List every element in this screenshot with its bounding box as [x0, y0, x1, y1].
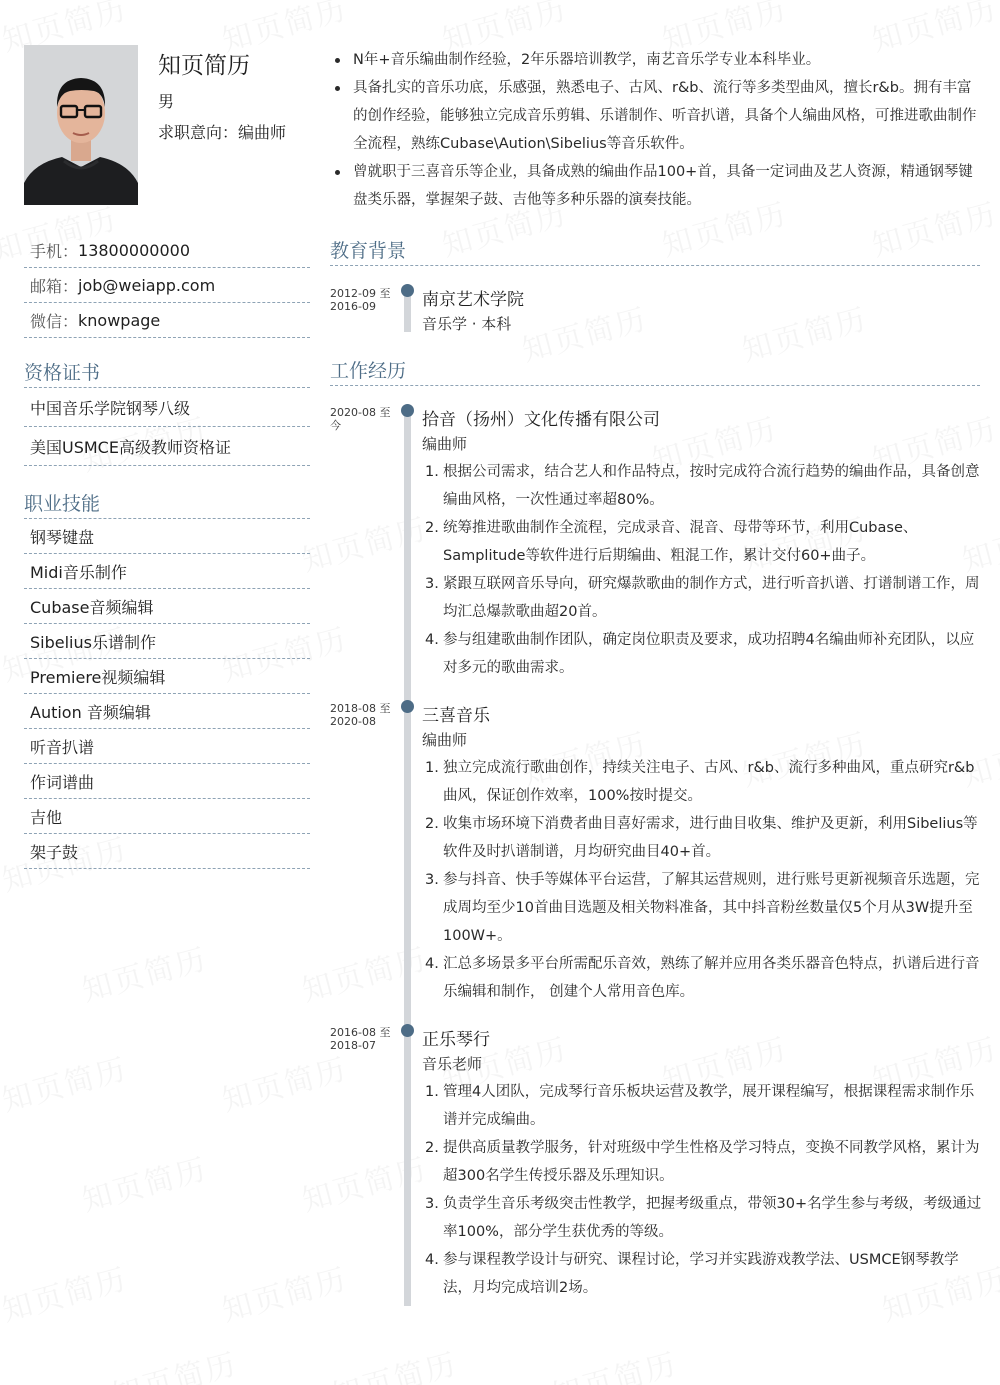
timeline-dot	[401, 1024, 414, 1037]
certificate-item: 中国音乐学院钢琴八级	[24, 388, 310, 427]
duty-text: 提供高质量教学服务，针对班级中学生性格及学习特点，变换不同教学风格，累计为超300名学生传授乐器及乐理知识。	[443, 1140, 980, 1184]
summary-item: 具备扎实的音乐功底，乐感强，熟悉电子、古风、r&b、流行等多类型曲风，擅长r&b。拥有丰富的创作经验，能够独立完成音乐剪辑、乐谱制作、听音扒谱，具备个人编曲风格，可推进歌曲制作全流程，熟练Cubase\Aution\Sibelius等音乐软件。	[330, 74, 982, 158]
job-role: 编曲师	[422, 435, 468, 453]
date-end: 2020-08	[330, 715, 376, 728]
skill-item: Aution 音频编辑	[24, 694, 310, 729]
candidate-gender: 男	[158, 92, 175, 111]
avatar	[24, 45, 138, 205]
skill-item: 作词谱曲	[24, 764, 310, 799]
company-name: 拾音（扬州）文化传播有限公司	[422, 410, 660, 430]
date-end: 2016-09	[330, 300, 376, 313]
date-start: 2018-08 至	[330, 702, 391, 715]
job-intent: 求职意向：编曲师	[158, 123, 287, 142]
skill-item: 架子鼓	[24, 834, 310, 869]
skill-item: 听音扒谱	[24, 729, 310, 764]
duty-text: 参与组建歌曲制作团队，确定岗位职责及要求，成功招聘4名编曲师补充团队，以应对多元的歌曲需求。	[443, 632, 975, 676]
contact-phone	[24, 233, 310, 268]
duty-list	[422, 754, 982, 1006]
duty-text: 收集市场环境下消费者曲目喜好需求，进行曲目收集、维护及更新，利用Sibelius等软件及时扒谱制谱，月均研究曲目40+首。	[443, 816, 978, 860]
date-end: 2018-07	[330, 1039, 376, 1052]
contact-wechat	[24, 303, 310, 338]
section-divider	[330, 385, 980, 386]
timeline-bar	[404, 412, 411, 1306]
date-start: 2020-08 至	[330, 406, 391, 419]
contact-value: 13800000000	[78, 240, 190, 260]
duty-list	[422, 458, 982, 682]
self-summary	[330, 46, 982, 214]
duty-item: 1. 根据公司需求，结合艺人和作品特点，按时完成符合流行趋势的编曲作品，具备创意编曲风格，一次性通过率超80%。	[425, 464, 980, 508]
contact-value: knowpage	[78, 310, 161, 330]
duty-text: 统筹推进歌曲制作全流程，完成录音、混音、母带等环节，利用Cubase、Samplitude等软件进行后期编曲、粗混工作，累计交付60+曲子。	[443, 520, 918, 564]
duty-item: 2. 提供高质量教学服务，针对班级中学生性格及学习特点，变换不同教学风格，累计为超300名学生传授乐器及乐理知识。	[425, 1140, 980, 1184]
skill-item: Premiere视频编辑	[24, 659, 310, 694]
duty-list	[422, 1078, 982, 1302]
company-name: 三喜音乐	[422, 706, 490, 726]
duty-text: 独立完成流行歌曲创作，持续关注电子、古风、r&b、流行多种曲风，重点研究r&b曲风，保证创作效率，100%按时提交。	[443, 760, 975, 804]
skill-list	[24, 519, 310, 869]
timeline-bar	[404, 292, 411, 332]
section-title-skills: 职业技能	[24, 493, 101, 515]
school-name: 南京艺术学院	[422, 290, 524, 310]
duty-text: 参与课程教学设计与研究、课程讨论，学习并实践游戏教学法、USMCE钢琴教学法，月均完成培训2场。	[443, 1252, 959, 1296]
duty-item: 4. 参与组建歌曲制作团队，确定岗位职责及要求，成功招聘4名编曲师补充团队，以应对多元的歌曲需求。	[425, 632, 975, 676]
job-role: 音乐老师	[422, 1055, 483, 1073]
section-title-education: 教育背景	[330, 240, 407, 262]
work-date	[330, 702, 400, 728]
skill-item: Cubase音频编辑	[24, 589, 310, 624]
contact-email	[24, 268, 310, 303]
contact-list	[24, 233, 310, 338]
certificate-list	[24, 388, 310, 466]
contact-value: job@weiapp.com	[78, 275, 216, 295]
date-end: 今	[330, 419, 341, 432]
duty-item: 3. 紧跟互联网音乐导向，研究爆款歌曲的制作方式，进行听音扒谱、打谱制谱工作，周均汇总爆款歌曲超20首。	[425, 576, 980, 620]
duty-text: 汇总多场景多平台所需配乐音效，熟练了解并应用各类乐器音色特点，扒谱后进行音乐编辑和制作， 创建个人常用音色库。	[443, 956, 980, 1000]
certificate-item: 美国USMCE高级教师资格证	[24, 427, 310, 466]
contact-label: 邮箱：	[30, 276, 79, 296]
duty-item: 4. 汇总多场景多平台所需配乐音效，熟练了解并应用各类乐器音色特点，扒谱后进行音乐编辑和制作， 创建个人常用音色库。	[425, 956, 980, 1000]
avatar-photo-icon	[24, 45, 138, 205]
contact-label: 手机：	[30, 241, 79, 261]
timeline-dot	[401, 284, 414, 297]
duty-text: 根据公司需求，结合艺人和作品特点，按时完成符合流行趋势的编曲作品，具备创意编曲风格，一次性通过率超80%。	[443, 464, 980, 508]
duty-item: 1. 独立完成流行歌曲创作，持续关注电子、古风、r&b、流行多种曲风，重点研究r&b曲风，保证创作效率，100%按时提交。	[425, 760, 975, 804]
candidate-name: 知页简历	[158, 53, 250, 79]
section-title-work: 工作经历	[330, 360, 407, 382]
work-date	[330, 406, 400, 432]
job-role: 编曲师	[422, 731, 468, 749]
duty-item: 3. 参与抖音、快手等媒体平台运营，了解其运营规则，进行账号更新视频音乐选题，完成周均至少10首曲目选题及相关物料准备，其中抖音粉丝数量仅5个月从3W提升至100W+。	[425, 872, 980, 944]
skill-item: Sibelius乐谱制作	[24, 624, 310, 659]
company-name: 正乐琴行	[422, 1030, 490, 1050]
major-degree: 音乐学 · 本科	[422, 315, 512, 333]
duty-item: 2. 统筹推进歌曲制作全流程，完成录音、混音、母带等环节，利用Cubase、Samplitude等软件进行后期编曲、粗混工作，累计交付60+曲子。	[425, 520, 918, 564]
duty-text: 管理4人团队，完成琴行音乐板块运营及教学，展开课程编写，根据课程需求制作乐谱并完成编曲。	[443, 1084, 975, 1128]
skill-item: 钢琴键盘	[24, 519, 310, 554]
section-divider	[330, 265, 980, 266]
skill-item: 吉他	[24, 799, 310, 834]
section-title-certificates: 资格证书	[24, 362, 101, 384]
duty-item: 4. 参与课程教学设计与研究、课程讨论，学习并实践游戏教学法、USMCE钢琴教学法，月均完成培训2场。	[425, 1252, 959, 1296]
contact-label: 微信：	[30, 311, 79, 331]
duty-text: 紧跟互联网音乐导向，研究爆款歌曲的制作方式，进行听音扒谱、打谱制谱工作，周均汇总爆款歌曲超20首。	[443, 576, 980, 620]
work-date	[330, 1026, 400, 1052]
timeline-dot	[401, 700, 414, 713]
duty-text: 负责学生音乐考级突击性教学，把握考级重点，带领30+名学生参与考级，考级通过率100%，部分学生获优秀的等级。	[443, 1196, 982, 1240]
duty-item: 1. 管理4人团队，完成琴行音乐板块运营及教学，展开课程编写，根据课程需求制作乐谱并完成编曲。	[425, 1084, 975, 1128]
date-start: 2016-08 至	[330, 1026, 391, 1039]
duty-item: 2. 收集市场环境下消费者曲目喜好需求，进行曲目收集、维护及更新，利用Sibelius等软件及时扒谱制谱，月均研究曲目40+首。	[425, 816, 978, 860]
date-start: 2012-09 至	[330, 287, 391, 300]
timeline-dot	[401, 404, 414, 417]
summary-item: N年+音乐编曲制作经验，2年乐器培训教学，南艺音乐学专业本科毕业。	[330, 46, 982, 74]
duty-item: 3. 负责学生音乐考级突击性教学，把握考级重点，带领30+名学生参与考级，考级通过率100%，部分学生获优秀的等级。	[425, 1196, 982, 1240]
skill-item: Midi音乐制作	[24, 554, 310, 589]
duty-text: 参与抖音、快手等媒体平台运营，了解其运营规则，进行账号更新视频音乐选题，完成周均至少10首曲目选题及相关物料准备，其中抖音粉丝数量仅5个月从3W提升至100W+。	[443, 872, 980, 944]
summary-item: 曾就职于三喜音乐等企业，具备成熟的编曲作品100+首，具备一定词曲及艺人资源，精通钢琴键盘类乐器，掌握架子鼓、吉他等多种乐器的演奏技能。	[330, 158, 982, 214]
education-date	[330, 287, 400, 313]
